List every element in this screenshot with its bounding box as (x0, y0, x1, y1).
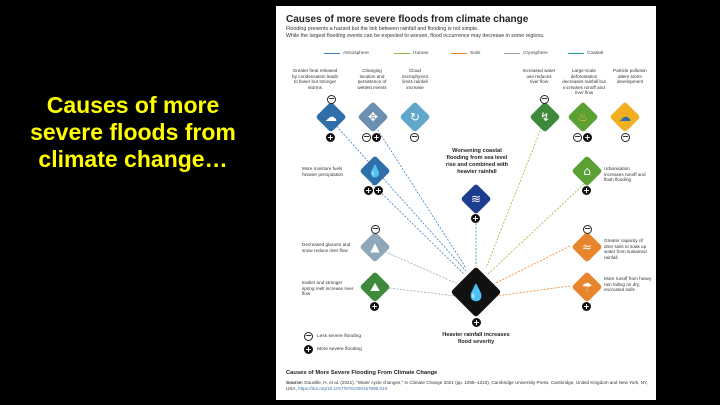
label-location: Changing location and persistence of wettest events (357, 68, 387, 90)
encrusted-soil-icon: ☂ (572, 272, 602, 302)
urban-house-icon: ⌂ (572, 156, 602, 186)
connector-water-use (486, 121, 544, 268)
figure-panel (276, 6, 656, 400)
plus-badge-icon: + (371, 302, 378, 311)
source-label: Source: (286, 380, 304, 385)
plus-badge-icon: + (584, 133, 591, 142)
caption-title: Causes of More Severe Flooding From Climate Change (286, 370, 438, 376)
key-more-label: More severe flooding (317, 347, 362, 352)
legend-coastal-label: Coastal (587, 51, 604, 56)
label-center: Heavier rainfall increases flood severity (442, 332, 510, 345)
minus-badge-icon: − (541, 94, 548, 103)
label-snowmelt: Earlier and stronger spring melt increase river flow (302, 280, 354, 296)
source-text: Douville, H. et al. (2021), "Water cycle changes," in Climate Change 2021 (pp. 1055–1210), Cambridge University Press, Cambridge, United Kingdom and New York, NY, USA, (286, 380, 648, 392)
plus-badge-icon: + (373, 133, 380, 142)
slide-title: Causes of more severe floods from climate change… (30, 92, 236, 173)
source-link[interactable]: https://doi.org/10.1017/9781009157896.010. (298, 386, 389, 392)
plus-badge-icon: + (583, 186, 590, 195)
deforestation-fire-icon: ♨ (568, 102, 598, 132)
minus-badge-icon: − (411, 132, 418, 141)
legend-atmosphere-label: Atmosphere (343, 51, 369, 56)
figure-title: Causes of more severe floods from climate change (286, 14, 529, 25)
label-urbanisation: Urbanisation increases runoff and flash flooding (604, 166, 646, 182)
pollution-cloud-icon: ☁ (610, 102, 640, 132)
subtitle-line-1: Flooding presents a hazard but the link between rainfall and flooding is not simple. (286, 26, 479, 32)
plus-badge-icon: + (327, 133, 334, 142)
legend-human-label: Human (413, 51, 429, 56)
minus-badge-icon: − (328, 94, 335, 103)
legend-cryosphere-label: Cryosphere (523, 51, 548, 56)
minus-badge-icon: − (622, 132, 629, 141)
connector-runoff (496, 286, 570, 296)
plus-badge-icon: + (472, 214, 479, 223)
legend-soils-label: Soils (470, 51, 481, 56)
shifting-arrows-icon: ✥ (358, 102, 388, 132)
label-deforestation: Large-scale deforestation decreases rainfall but increases runoff and river flow (562, 68, 606, 95)
minus-badge-icon: − (372, 224, 379, 233)
plus-badge-icon: + (365, 186, 372, 195)
plus-badge-icon: + (473, 318, 480, 327)
connector-capacity (494, 246, 570, 284)
plus-badge-icon: + (583, 302, 590, 311)
label-coastal: Worsening coastal flooding from sea level rise and combined with heavier rainfall (445, 148, 509, 175)
river-flow-icon: ↯ (530, 102, 560, 132)
label-runoff: More runoff from heavy rain falling on dry, encrusted soils (604, 276, 652, 292)
heavy-rainfall-center-icon: 💧 (452, 268, 500, 316)
minus-badge-icon: − (584, 224, 591, 233)
label-heat: Greater heat released by condensation leads to fewer but stronger storms (292, 68, 338, 90)
plus-badge-icon: + (375, 186, 382, 195)
label-moisture: More moisture fuels heavier precipitation (302, 166, 344, 177)
label-cloud: Cloud microphysics limits rainfall increase (401, 68, 429, 90)
dry-soil-icon: ≈ (572, 232, 602, 262)
label-glaciers: Decreased glaciers and snow reduce river flow (302, 242, 351, 253)
glacier-icon: ▲ (360, 232, 390, 262)
minus-badge-icon: − (305, 331, 312, 340)
key-less-label: Less severe flooding (317, 334, 361, 339)
label-capacity: Greater capacity of drier soils to soak up water from sustained rainfall (604, 238, 647, 260)
minus-badge-icon: − (574, 132, 581, 141)
key-more (304, 345, 362, 354)
spring-melt-icon: ⛰ (360, 272, 390, 302)
storm-cloud-icon: ☁ (316, 102, 346, 132)
coastal-rain-icon: ≋ (461, 184, 491, 214)
label-water-use: Increased water use reduces river flow (522, 68, 556, 84)
cloud-cycle-icon: ↻ (400, 102, 430, 132)
subtitle-line-2: While the largest flooding events can be expected to worsen, flood occurrence may decrease in some regions. (286, 32, 545, 39)
connector-urbanisation (488, 184, 584, 274)
heavy-rain-icon: 💧 (360, 156, 390, 186)
minus-badge-icon: − (363, 132, 370, 141)
caption-source (286, 380, 648, 392)
key-less (304, 332, 361, 341)
label-particle: Particle pollution alters storm development (613, 68, 647, 84)
plus-badge-icon: + (305, 345, 312, 354)
